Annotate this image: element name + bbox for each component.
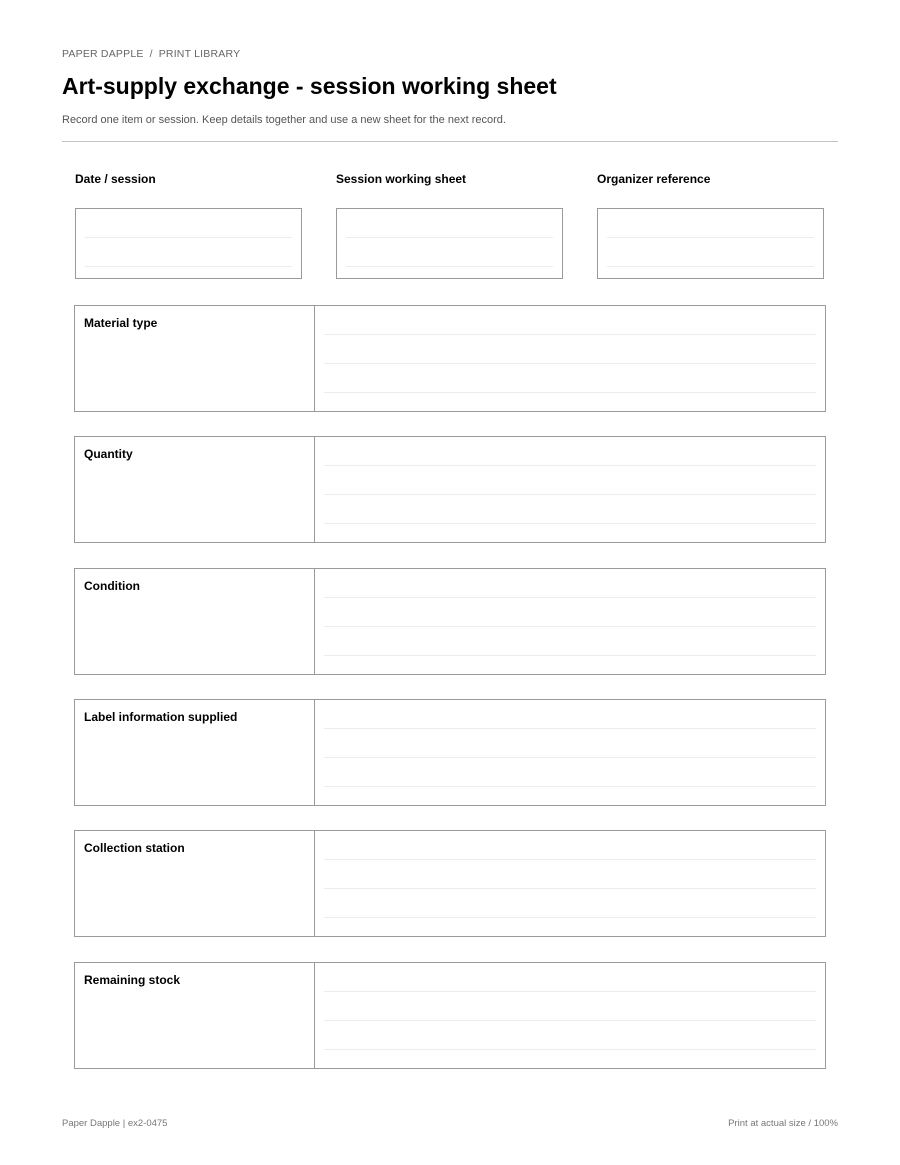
label-information-field[interactable] — [315, 700, 825, 805]
condition-row — [74, 568, 826, 675]
remaining-stock-label: Remaining stock — [75, 963, 315, 1068]
date-session-field[interactable] — [75, 208, 302, 279]
writing-line — [324, 655, 816, 656]
writing-line — [324, 363, 816, 364]
organizer-reference-label: Organizer reference — [597, 172, 711, 186]
date-session-label: Date / session — [75, 172, 156, 186]
footer-print-note: Print at actual size / 100% — [728, 1118, 838, 1129]
condition-label: Condition — [75, 569, 315, 674]
writing-line — [324, 334, 816, 335]
header-divider — [62, 141, 838, 142]
quantity-label: Quantity — [75, 437, 315, 542]
label-information-label: Label information supplied — [75, 700, 315, 805]
writing-line — [324, 917, 816, 918]
page-title: Art-supply exchange - session working sheet — [62, 73, 557, 99]
breadcrumb-separator: / — [149, 48, 153, 60]
writing-line — [324, 859, 816, 860]
organizer-reference-field[interactable] — [597, 208, 824, 279]
quantity-field[interactable] — [315, 437, 825, 542]
material-type-row — [74, 305, 826, 412]
writing-line — [324, 1049, 816, 1050]
breadcrumb — [62, 48, 240, 60]
collection-station-label: Collection station — [75, 831, 315, 936]
writing-line — [324, 392, 816, 393]
label-information-row — [74, 699, 826, 806]
writing-line — [324, 786, 816, 787]
footer-document-id: Paper Dapple | ex2-0475 — [62, 1118, 168, 1129]
writing-line — [324, 597, 816, 598]
remaining-stock-row — [74, 962, 826, 1069]
material-type-field[interactable] — [315, 306, 825, 411]
writing-line — [324, 757, 816, 758]
writing-line — [324, 1020, 816, 1021]
page-subtitle: Record one item or session. Keep details together and use a new sheet for the next record. — [62, 114, 506, 126]
writing-line — [324, 888, 816, 889]
session-working-sheet-field[interactable] — [336, 208, 563, 279]
writing-line — [607, 237, 814, 238]
writing-line — [85, 237, 292, 238]
collection-station-field[interactable] — [315, 831, 825, 936]
writing-line — [324, 991, 816, 992]
collection-station-row — [74, 830, 826, 937]
condition-field[interactable] — [315, 569, 825, 674]
writing-line — [324, 523, 816, 524]
writing-line — [324, 465, 816, 466]
writing-line — [324, 728, 816, 729]
remaining-stock-field[interactable] — [315, 963, 825, 1068]
breadcrumb-brand: PAPER DAPPLE — [62, 48, 144, 60]
writing-line — [324, 626, 816, 627]
writing-line — [346, 266, 553, 267]
breadcrumb-section: PRINT LIBRARY — [158, 48, 241, 60]
writing-line — [85, 266, 292, 267]
material-type-label: Material type — [75, 306, 315, 411]
writing-line — [346, 237, 553, 238]
quantity-row — [74, 436, 826, 543]
writing-line — [607, 266, 814, 267]
session-working-sheet-label: Session working sheet — [336, 172, 467, 186]
writing-line — [324, 494, 816, 495]
